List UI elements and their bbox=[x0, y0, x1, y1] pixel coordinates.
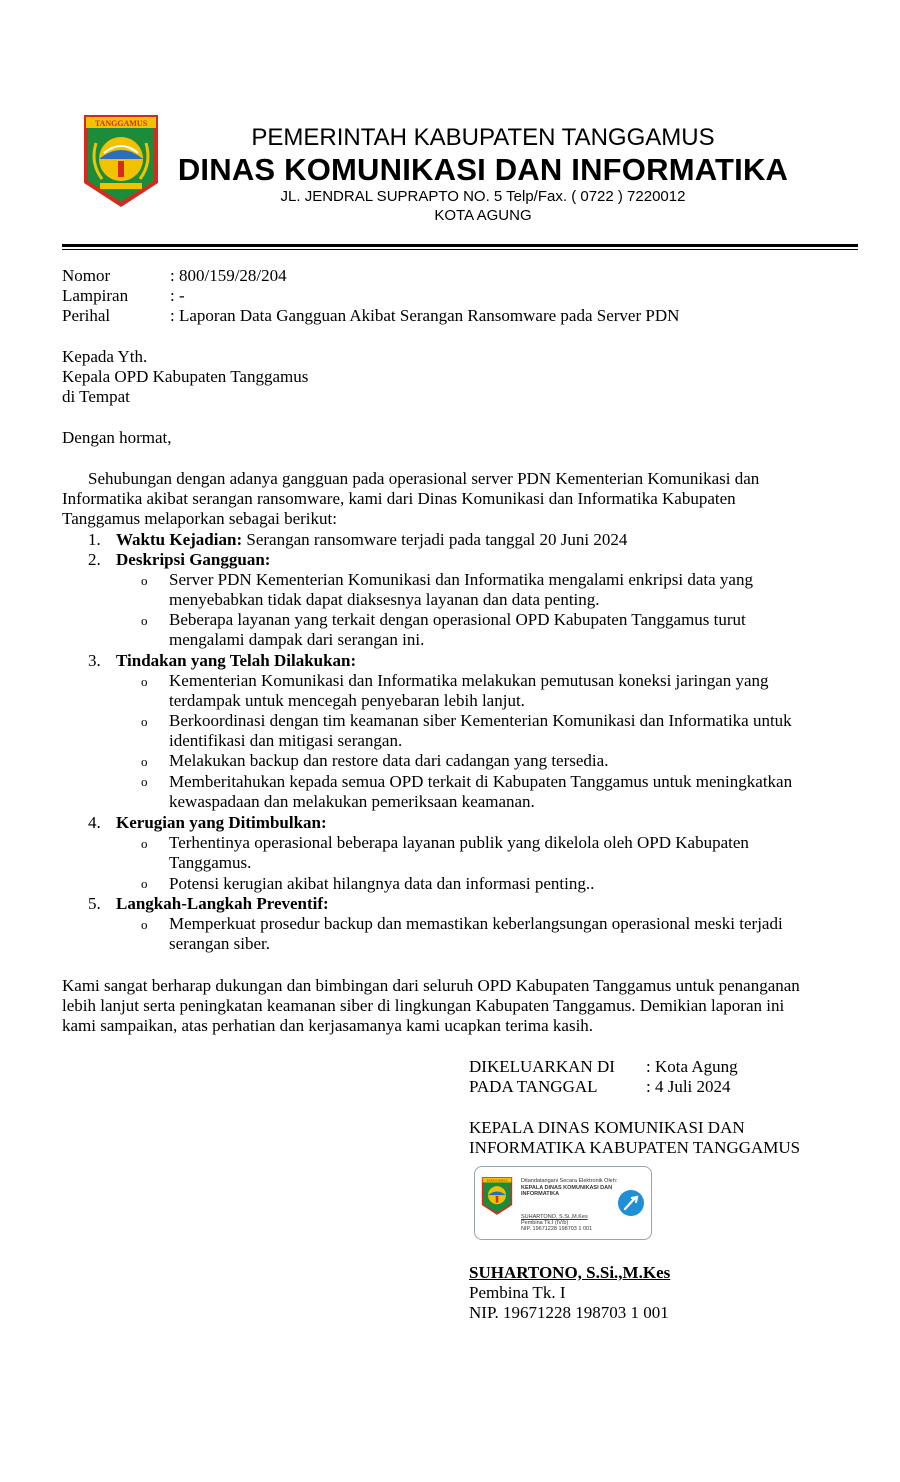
bsre-seal-icon bbox=[618, 1190, 644, 1216]
list-title: Langkah-Langkah Preventif: bbox=[116, 894, 329, 913]
issued-date-value: : 4 Juli 2024 bbox=[646, 1077, 731, 1096]
bullet-marker: o bbox=[141, 613, 148, 628]
list-number: 4. bbox=[88, 813, 101, 832]
lampiran-label: Lampiran bbox=[62, 286, 129, 305]
intro-line: Tanggamus melaporkan sebagai berikut: bbox=[62, 509, 337, 528]
bullet-text: Beberapa layanan yang terkait dengan operasional OPD Kabupaten Tanggamus turut bbox=[169, 610, 746, 629]
esign-text: Ditandatangani Secara Elektronik Oleh: bbox=[521, 1178, 618, 1184]
header-government: PEMERINTAH KABUPATEN TANGGAMUS bbox=[251, 124, 715, 151]
signatory-name: SUHARTONO, S.Si.,M.Kes bbox=[469, 1263, 671, 1282]
bullet-text: Tanggamus. bbox=[169, 853, 252, 872]
bullet-text: Berkoordinasi dengan tim keamanan siber Kementerian Komunikasi dan Informatika untuk bbox=[169, 711, 792, 730]
intro-line: Sehubungan dengan adanya gangguan pada operasional server PDN Kementerian Komunikasi dan bbox=[88, 469, 760, 488]
signatory-nip: NIP. 19671228 198703 1 001 bbox=[469, 1303, 669, 1322]
bullet-text: serangan siber. bbox=[169, 934, 271, 953]
bullet-text: kewaspadaan dan melakukan pemeriksaan keamanan. bbox=[169, 792, 535, 811]
bullet-text: Kementerian Komunikasi dan Informatika melakukan pemutusan koneksi jaringan yang bbox=[169, 671, 769, 690]
perihal-label: Perihal bbox=[62, 306, 111, 325]
recipient-line: di Tempat bbox=[62, 387, 130, 406]
quill-icon bbox=[618, 1190, 644, 1216]
bullet-text: terdampak untuk mencegah penyebaran lebih lanjut. bbox=[169, 691, 525, 710]
recipient-line: Kepada Yth. bbox=[62, 347, 148, 366]
bullet-text: Memberitahukan kepada semua OPD terkait di Kabupaten Tanggamus untuk meningkatkan bbox=[169, 772, 793, 791]
nomor-label: Nomor bbox=[62, 266, 111, 285]
bullet-text: Memperkuat prosedur backup dan memastikan keberlangsungan operasional meski terjadi bbox=[169, 914, 783, 933]
esign-text: NIP. 19671228 198703 1 001 bbox=[521, 1226, 593, 1232]
bullet-text: mengalami dampak dari serangan ini. bbox=[169, 630, 425, 649]
position-line: INFORMATIKA KABUPATEN TANGGAMUS bbox=[469, 1138, 801, 1157]
issued-place-label: DIKELUARKAN DI bbox=[469, 1057, 615, 1076]
list-title: Deskripsi Gangguan: bbox=[116, 550, 271, 569]
bullet-text: menyebabkan tidak dapat diaksesnya layanan dan data penting. bbox=[169, 590, 600, 609]
list-item bbox=[116, 530, 627, 550]
list-title: Tindakan yang Telah Dilakukan: bbox=[116, 651, 357, 670]
list-number: 2. bbox=[88, 550, 101, 569]
esign-logo-lettering: TANGGAMUS bbox=[486, 1178, 508, 1183]
recipient-line: Kepala OPD Kabupaten Tanggamus bbox=[62, 367, 309, 386]
lampiran-value: : - bbox=[170, 286, 185, 305]
list-number: 3. bbox=[88, 651, 101, 670]
position-line: KEPALA DINAS KOMUNIKASI DAN bbox=[469, 1118, 745, 1137]
bullet-text: Server PDN Kementerian Komunikasi dan Informatika mengalami enkripsi data yang bbox=[169, 570, 753, 589]
perihal-value: : Laporan Data Gangguan Akibat Serangan Ransomware pada Server PDN bbox=[170, 306, 680, 325]
list-number: 5. bbox=[88, 894, 101, 913]
bullet-marker: o bbox=[141, 674, 148, 689]
closing-line: lebih lanjut serta peningkatan keamanan siber di lingkungan Kabupaten Tanggamus. Demikian laporan ini bbox=[62, 996, 785, 1015]
bullet-text: Potensi kerugian akibat hilangnya data dan informasi penting.. bbox=[169, 874, 595, 893]
header-agency: DINAS KOMUNIKASI DAN INFORMATIKA bbox=[177, 152, 789, 187]
bullet-text: Melakukan backup dan restore data dari cadangan yang tersedia. bbox=[169, 751, 609, 770]
bullet-marker: o bbox=[141, 917, 148, 932]
issued-date-label: PADA TANGGAL bbox=[469, 1077, 598, 1096]
list-number: 1. bbox=[88, 530, 101, 549]
bullet-marker: o bbox=[141, 573, 148, 588]
bullet-marker: o bbox=[141, 836, 148, 851]
esign-text: KEPALA DINAS KOMUNIKASI DAN bbox=[521, 1185, 613, 1191]
list-inline-text: Serangan ransomware terjadi pada tanggal 20 Juni 2024 bbox=[242, 530, 628, 549]
bullet-marker: o bbox=[141, 774, 148, 789]
esign-text: INFORMATIKA bbox=[521, 1191, 560, 1197]
header-divider-thick bbox=[62, 244, 858, 247]
bullet-text: Terhentinya operasional beberapa layanan publik yang dikelola oleh OPD Kabupaten bbox=[169, 833, 749, 852]
logo-lettering: TANGGAMUS bbox=[94, 119, 148, 128]
nomor-value: : 800/159/28/204 bbox=[170, 266, 287, 285]
header-divider-thin bbox=[62, 249, 858, 250]
bullet-marker: o bbox=[141, 714, 148, 729]
bullet-text: identifikasi dan mitigasi serangan. bbox=[169, 731, 403, 750]
list-title: Waktu Kejadian: bbox=[116, 530, 243, 549]
closing-line: kami sampaikan, atas perhatian dan kerjasamanya kami ucapkan terima kasih. bbox=[62, 1016, 594, 1035]
esign-logo bbox=[481, 1174, 513, 1218]
header-city: KOTA AGUNG bbox=[434, 207, 532, 224]
header-address: JL. JENDRAL SUPRAPTO NO. 5 Telp/Fax. ( 0722 ) 7220012 bbox=[280, 188, 686, 205]
closing-line: Kami sangat berharap dukungan dan bimbingan dari seluruh OPD Kabupaten Tanggamus untuk penanganan bbox=[62, 976, 800, 995]
bullet-marker: o bbox=[141, 876, 148, 891]
esign-text: Pembina Tk.I (IV/b) bbox=[521, 1220, 569, 1226]
signatory-rank: Pembina Tk. I bbox=[469, 1283, 566, 1302]
salutation: Dengan hormat, bbox=[62, 428, 172, 447]
list-title: Kerugian yang Ditimbulkan: bbox=[116, 813, 327, 832]
esign-text: SUHARTONO, S.Si.,M.Kes bbox=[521, 1214, 588, 1220]
issued-place-value: : Kota Agung bbox=[646, 1057, 738, 1076]
bullet-marker: o bbox=[141, 754, 148, 769]
intro-line: Informatika akibat serangan ransomware, kami dari Dinas Komunikasi dan Informatika Kabupaten bbox=[62, 489, 736, 508]
